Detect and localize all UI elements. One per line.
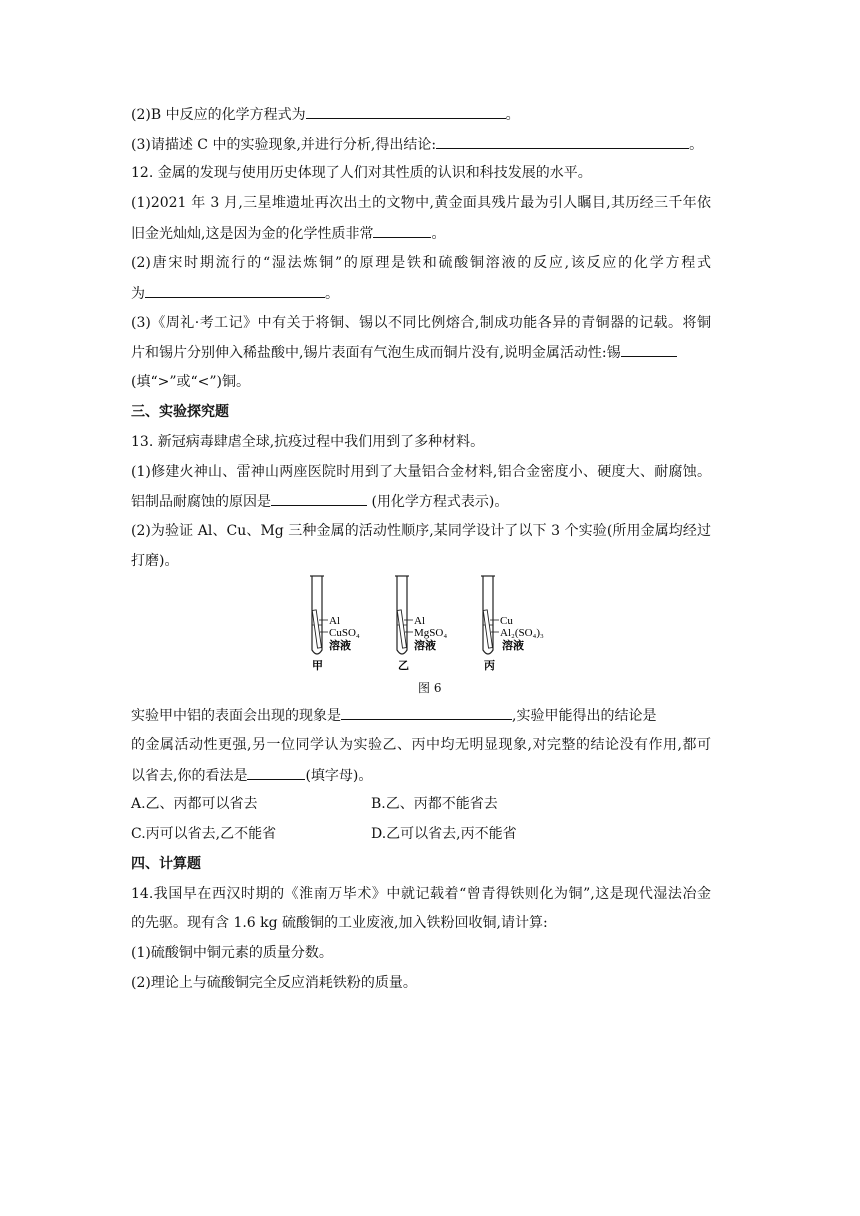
answer-blank[interactable] (436, 134, 689, 149)
tube-jia-label: 甲 (312, 660, 323, 672)
q13-after-line2: 的金属活动性更强,另一位同学认为实验乙、丙中均无明显现象,对完整的结论没有作用,都可 (131, 737, 711, 753)
tube-yi-metal: Al (414, 615, 425, 627)
figure-caption: 图 6 (418, 681, 442, 695)
q13-part1-end: (用化学方程式表示)。 (367, 494, 509, 510)
tube-jia-sol-word: 溶液 (329, 640, 351, 652)
q12-part2-end: 。 (325, 286, 339, 302)
tube-jia-metal: Al (329, 615, 340, 627)
tube-bing-solution: Al₂(SO₄)₃ (500, 627, 544, 639)
tube-jia-solution: CuSO₄ (329, 627, 360, 639)
tube-jia (310, 576, 360, 672)
answer-blank[interactable] (621, 342, 677, 357)
q13-after-text-a: 实验甲中铝的表面会出现的现象是 (131, 708, 341, 724)
q13-after-text-b: ,实验甲能得出的结论是 (512, 708, 657, 724)
option-d[interactable]: D.乙可以省去,丙不能省 (371, 826, 517, 842)
q12-stem: 12. 金属的发现与使用历史体现了人们对其性质的认识和科技发展的水平。 (131, 165, 592, 181)
q13-stem: 13. 新冠病毒肆虐全球,抗疫过程中我们用到了多种材料。 (131, 434, 485, 450)
tube-bing-label: 丙 (484, 660, 495, 672)
answer-blank[interactable] (306, 104, 506, 119)
q11-part2 (131, 104, 520, 125)
q11-part3-end: 。 (689, 137, 704, 153)
q14-part1: (1)硫酸铜中铜元素的质量分数。 (131, 945, 333, 961)
test-tube-figure (300, 570, 560, 675)
q13-after-line3 (131, 765, 372, 786)
q12-part3-line3: (填“>”或“<”)铜。 (131, 374, 251, 390)
q12-part2-line2 (131, 283, 339, 304)
answer-blank[interactable] (373, 223, 431, 238)
tube-bing-metal: Cu (500, 615, 513, 627)
q13-part1-line1: (1)修建火神山、雷神山两座医院时用到了大量铝合金材料,铝合金密度小、硬度大、耐腐蚀。 (131, 464, 711, 480)
q12-part1-end: 。 (431, 226, 446, 242)
q12-part1-line1: (1)2021 年 3 月,三星堆遗址再次出土的文物中,黄金面具残片最为引人瞩目,其历经三千年依 (131, 195, 711, 211)
tube-yi-solution: MgSO₄ (414, 627, 448, 639)
q11-part2-end: 。 (505, 107, 520, 123)
q12-part3-text: 片和锡片分别伸入稀盐酸中,锡片表面有气泡生成而铜片没有,说明金属活动性:锡 (131, 345, 621, 361)
answer-blank[interactable] (271, 491, 367, 506)
tube-bing (481, 576, 544, 672)
q11-part3 (131, 134, 703, 155)
q14-line1: 14.我国早在西汉时期的《淮南万毕术》中就记载着“曾青得铁则化为铜”,这是现代湿法冶金 (131, 886, 711, 902)
tube-bing-sol-word: 溶液 (502, 640, 524, 652)
answer-blank[interactable] (145, 283, 325, 298)
option-c[interactable]: C.丙可以省去,乙不能省 (131, 826, 277, 842)
q12-part3-line2 (131, 342, 677, 363)
tube-yi-label: 乙 (398, 660, 409, 672)
q13-after-text-c: 以省去,你的看法是 (131, 768, 248, 784)
section-title-experiment: 三、实验探究题 (131, 404, 229, 420)
q12-part2-text: 为 (131, 286, 145, 302)
q14-line2: 的先驱。现有含 1.6 kg 硫酸铜的工业废液,加入铁粉回收铜,请计算: (131, 915, 548, 931)
q12-part1-text: 旧金光灿灿,这是因为金的化学性质非常 (131, 226, 374, 242)
section-title-calculation: 四、计算题 (131, 856, 201, 872)
q12-part1-line2 (131, 223, 445, 244)
tube-yi (395, 576, 447, 672)
q13-part2-line2: 打磨)。 (131, 553, 179, 569)
q13-part2-line1: (2)为验证 Al、Cu、Mg 三种金属的活动性顺序,某同学设计了以下 3 个实验(所用金属均经过 (131, 523, 711, 539)
q12-part3-line1: (3)《周礼·考工记》中有关于将铜、锡以不同比例熔合,制成功能各异的青铜器的记载。将铜 (131, 315, 711, 331)
q13-part1-text: 铝制品耐腐蚀的原因是 (131, 494, 271, 510)
q13-after-text-d: (填字母)。 (305, 768, 373, 784)
answer-blank[interactable] (247, 765, 305, 780)
option-b[interactable]: B.乙、丙都不能省去 (371, 796, 498, 812)
q14-part2: (2)理论上与硫酸铜完全反应消耗铁粉的质量。 (131, 975, 417, 991)
tube-yi-sol-word: 溶液 (414, 640, 436, 652)
option-a[interactable]: A.乙、丙都可以省去 (131, 796, 258, 812)
q11-part3-text: (3)请描述 C 中的实验现象,并进行分析,得出结论: (131, 137, 437, 153)
q13-part1-line2 (131, 491, 508, 512)
q12-part2-line1: (2)唐宋时期流行的“湿法炼铜”的原理是铁和硫酸铜溶液的反应,该反应的化学方程式 (131, 255, 711, 271)
answer-blank[interactable] (341, 705, 512, 720)
q11-part2-text: (2)B 中反应的化学方程式为 (131, 107, 306, 123)
q13-after-line1 (131, 705, 711, 726)
